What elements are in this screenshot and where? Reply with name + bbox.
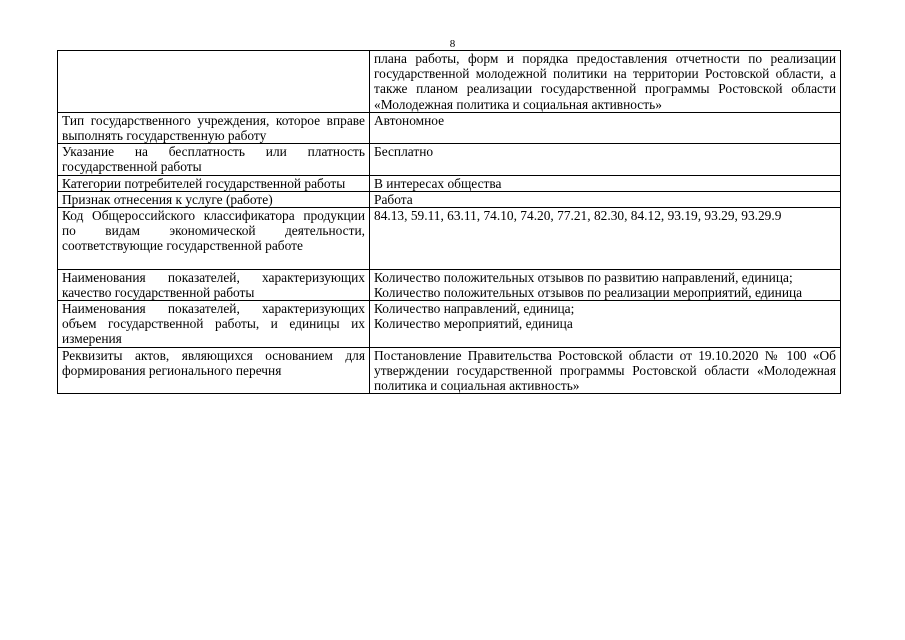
row-value-cell: Постановление Правительства Ростовской области от 19.10.2020 № 100 «Об утверждении государственной программы Ростовской области «Молодежная политика и социальная активность» [370, 347, 841, 394]
value-line: Количество положительных отзывов по развитию направлений, единица; [374, 269, 793, 285]
table-row [58, 191, 841, 207]
page-number: 8 [449, 38, 456, 50]
table-row [58, 51, 841, 113]
row-value-cell: плана работы, форм и порядка предоставления отчетности по реализации государственной молодежной политики на территории Ростовской области, а также планом реализации государственной программы Ростовской области «Молодежная политика и социальная активность» [370, 51, 841, 113]
label-text: Код Общероссийского классификатора продукции по видам экономической деятельности, соответствующие государственной работе [62, 208, 365, 254]
row-label-cell [58, 51, 370, 113]
row-label-cell [58, 208, 370, 270]
table-row [58, 301, 841, 348]
service-description-table [57, 50, 841, 394]
row-value-cell: Работа [370, 191, 841, 207]
cell-spacer [62, 254, 365, 269]
row-label-cell: Реквизиты актов, являющихся основанием для формирования регионального перечня [58, 347, 370, 394]
row-label-cell: Наименования показателей, характеризующих объем государственной работы, и единицы их измерения [58, 301, 370, 348]
value-line: Количество мероприятий, единица [374, 316, 573, 332]
row-value-cell [370, 301, 841, 348]
row-label-cell: Указание на бесплатность или платность государственной работы [58, 144, 370, 175]
row-value-cell: 84.13, 59.11, 63.11, 74.10, 74.20, 77.21, 82.30, 84.12, 93.19, 93.29, 93.29.9 [370, 208, 841, 270]
row-value-cell: В интересах общества [370, 175, 841, 191]
table-row [58, 269, 841, 300]
row-value-cell: Автономное [370, 112, 841, 143]
table-row [58, 347, 841, 394]
row-label-cell: Наименования показателей, характеризующих качество государственной работы [58, 269, 370, 300]
row-value-cell: Бесплатно [370, 144, 841, 175]
value-line: Количество положительных отзывов по реализации мероприятий, единица [374, 284, 803, 300]
row-label-cell: Категории потребителей государственной работы [58, 175, 370, 191]
table-row [58, 112, 841, 143]
row-label-cell: Признак отнесения к услуге (работе) [58, 191, 370, 207]
table-row [58, 144, 841, 175]
value-line: Количество направлений, единица; [374, 301, 575, 317]
table-row [58, 208, 841, 270]
row-value-cell [370, 269, 841, 300]
table-row [58, 175, 841, 191]
row-label-cell: Тип государственного учреждения, которое вправе выполнять государственную работу [58, 112, 370, 143]
